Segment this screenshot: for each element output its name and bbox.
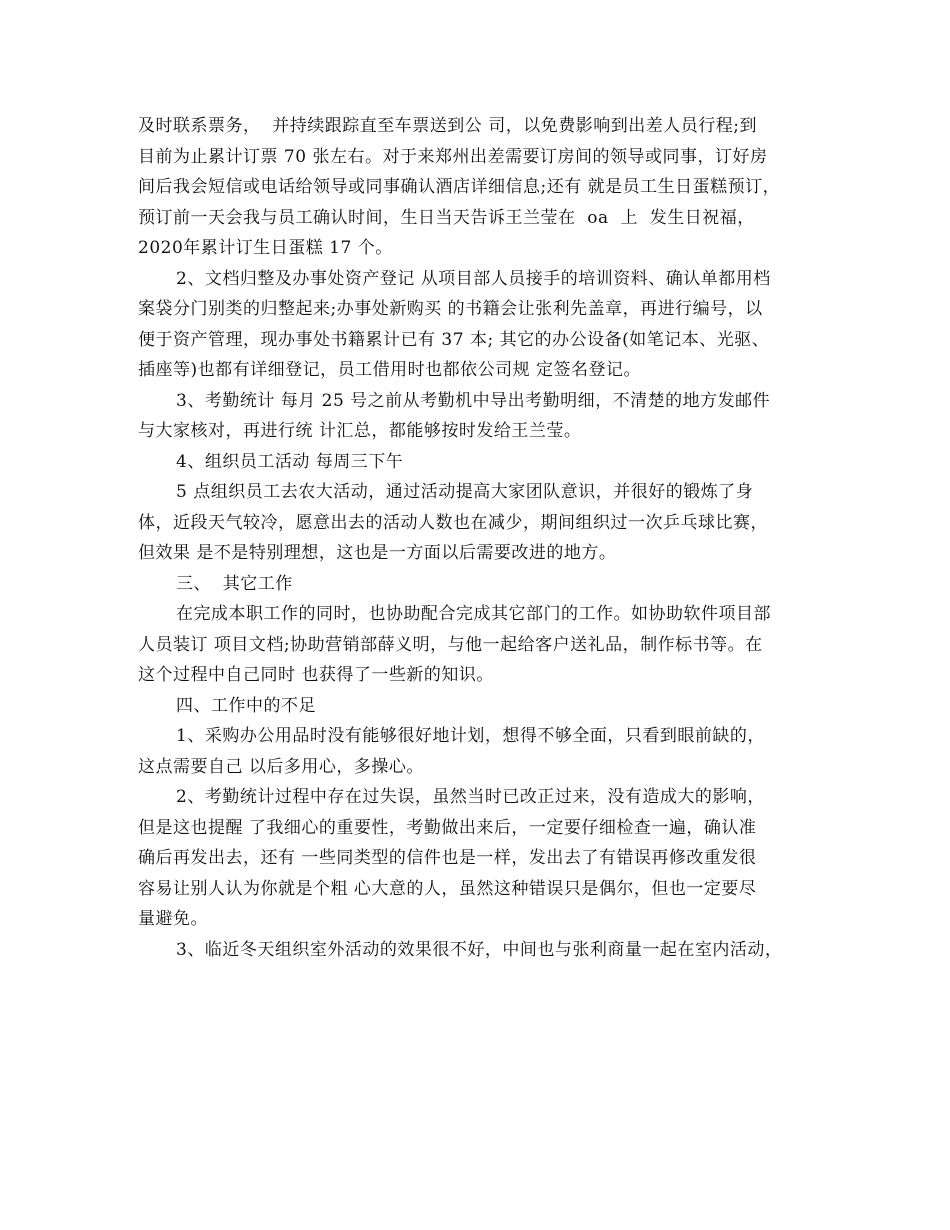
text-line: 确后再发出去，还有 一些同类型的信件也是一样，发出去了有错误再修改重发很 [138, 848, 757, 868]
text-line: 1、采购办公用品时没有能够很好地计划，想得不够全面，只看到眼前缺的， [176, 726, 765, 746]
section-item-3-heading: 3、考勤统计 每月 25 号之前从考勤机中导出考勤明细，不清楚的地方发邮件 [176, 390, 771, 411]
document-body [138, 111, 828, 965]
text-line: 插座等)也都有详细登记，员工借用时也都依公司规 定签名登记。 [138, 360, 642, 380]
text-line: 2、考勤统计过程中存在过失误，虽然当时已改正过来，没有造成大的影响， [176, 787, 765, 807]
text-line: 预订前一天会我与员工确认时间，生日当天告诉王兰莹在 oa 上 发生日祝福， [138, 207, 755, 228]
text-line: 2020年累计订生日蛋糕 17 个。 [138, 238, 393, 258]
text-line: 但是这也提醒 了我细心的重要性，考勤做出来后，一定要仔细检查一遍，确认准 [138, 817, 757, 838]
text-line: 间后我会短信或电话给领导或同事确认酒店详细信息;还有 就是员工生日蛋糕预订， [138, 177, 781, 197]
text-line: 容易让别人认为你就是个粗 心大意的人，虽然这种错误只是偶尔，但也一定要尽 [138, 878, 757, 899]
text-line: 体，近段天气较冷，愿意出去的活动人数也在减少，期间组织过一次乒乓球比赛， [138, 512, 768, 533]
text-line: 人员装订 项目文档;协助营销部薛义明，与他一起给客户送礼品，制作标书等。在 [138, 634, 763, 655]
text-line: 便于资产管理，现办事处书籍累计已有 37 本; 其它的办公设备(如笔记本、光驱、 [138, 329, 770, 350]
text-line: 及时联系票务， 并持续跟踪直至车票送到公 司，以免费影响到出差人员行程;到 [138, 116, 757, 136]
section-item-4-heading: 4、组织员工活动 每周三下午 [176, 451, 404, 472]
text-line: 在完成本职工作的同时，也协助配合完成其它部门的工作。如协助软件项目部 [176, 604, 771, 624]
text-line: 量避免。 [138, 909, 208, 929]
section-item-2-heading: 2、文档归整及办事处资产登记 从项目部人员接手的培训资料、确认单都用档 [176, 268, 771, 289]
section-heading-other-work: 三、 其它工作 [176, 573, 293, 594]
text-line: 目前为止累计订票 70 张左右。对于来郑州出差需要订房间的领导或同事，订好房 [138, 146, 768, 167]
text-line: 3、临近冬天组织室外活动的效果很不好，中间也与张利商量一起在室内活动， [176, 939, 783, 960]
text-line: 这点需要自己 以后多用心，多操心。 [138, 756, 424, 777]
text-line: 案袋分门别类的归整起来;办事处新购买 的书籍会让张利先盖章，再进行编号，以 [138, 299, 763, 319]
text-line: 5 点组织员工去农大活动，通过活动提高大家团队意识，并很好的锻炼了身 [176, 482, 754, 502]
section-heading-shortcomings: 四、工作中的不足 [176, 695, 316, 716]
text-line: 与大家核对，再进行统 计汇总，都能够按时发给王兰莹。 [138, 421, 582, 441]
text-line: 但效果 是不是特别理想，这也是一方面以后需要改进的地方。 [138, 543, 617, 563]
text-line: 这个过程中自己同时 也获得了一些新的知识。 [138, 665, 494, 685]
